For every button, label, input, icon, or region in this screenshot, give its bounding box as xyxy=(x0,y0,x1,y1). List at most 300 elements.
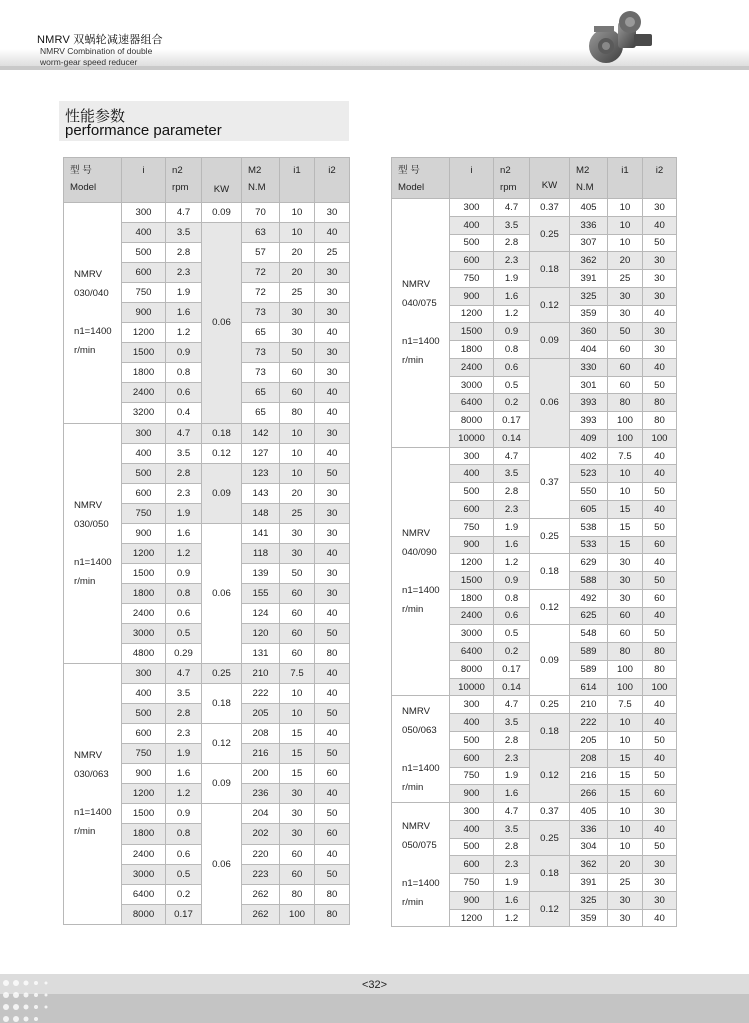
model-text: NMRV xyxy=(402,821,431,833)
n2-cell: 1.6 xyxy=(166,523,202,543)
m2-cell: 588 xyxy=(570,572,608,590)
i1-cell: 100 xyxy=(608,412,643,430)
table-row xyxy=(392,447,677,465)
m2-cell: 393 xyxy=(570,394,608,412)
m2-cell: 307 xyxy=(570,234,608,252)
m2-cell: 141 xyxy=(242,523,280,543)
i2-cell: 40 xyxy=(315,223,350,243)
ratio-cell: 300 xyxy=(450,803,494,821)
i1-cell: 20 xyxy=(280,483,315,503)
model-text: n1=1400 xyxy=(402,878,440,890)
ratio-cell: 500 xyxy=(122,463,166,483)
performance-table-left xyxy=(63,157,350,925)
i2-cell: 40 xyxy=(643,909,677,927)
model-text: r/min xyxy=(402,897,424,909)
m2-cell: 262 xyxy=(242,904,280,924)
model-text: n1=1400 xyxy=(74,807,112,819)
m2-cell: 589 xyxy=(570,643,608,661)
i2-cell: 30 xyxy=(643,874,677,892)
i2-cell: 40 xyxy=(643,358,677,376)
m2-cell: 336 xyxy=(570,216,608,234)
i1-cell: 60 xyxy=(280,583,315,603)
model-text: NMRV xyxy=(74,269,103,281)
i2-cell: 50 xyxy=(315,744,350,764)
ratio-cell: 3200 xyxy=(122,403,166,423)
m2-cell: 200 xyxy=(242,764,280,784)
n2-cell: 0.9 xyxy=(494,572,530,590)
i1-cell: 15 xyxy=(608,785,643,803)
i1-cell: 15 xyxy=(608,518,643,536)
m2-cell: 533 xyxy=(570,536,608,554)
i1-cell: 10 xyxy=(280,203,315,223)
table-row xyxy=(392,803,677,821)
i1-cell: 20 xyxy=(608,252,643,270)
n2-cell: 1.9 xyxy=(494,767,530,785)
n2-cell: 2.8 xyxy=(494,838,530,856)
model-text xyxy=(402,855,449,874)
i2-cell: 40 xyxy=(643,305,677,323)
n2-cell: 1.2 xyxy=(166,323,202,343)
m2-cell: 492 xyxy=(570,589,608,607)
i2-cell: 30 xyxy=(315,563,350,583)
n2-cell: 0.17 xyxy=(494,412,530,430)
m2-cell: 63 xyxy=(242,223,280,243)
n2-cell: 0.2 xyxy=(494,394,530,412)
m2-cell: 325 xyxy=(570,891,608,909)
i1-cell: 7.5 xyxy=(608,696,643,714)
n2-cell: 4.7 xyxy=(494,447,530,465)
m2-cell: 73 xyxy=(242,343,280,363)
i1-cell: 100 xyxy=(608,678,643,696)
model-text xyxy=(74,784,121,803)
i1-cell: 30 xyxy=(608,287,643,305)
ratio-cell: 900 xyxy=(122,764,166,784)
i2-cell: 60 xyxy=(643,785,677,803)
model-text xyxy=(74,534,121,553)
ratio-cell: 400 xyxy=(450,465,494,483)
m2-cell: 402 xyxy=(570,447,608,465)
i2-cell: 30 xyxy=(643,270,677,288)
i1-cell: 15 xyxy=(608,749,643,767)
ratio-cell: 8000 xyxy=(450,412,494,430)
i1-cell: 100 xyxy=(608,429,643,447)
header-m2: M2 N.M xyxy=(570,158,608,199)
model-text: r/min xyxy=(74,826,96,838)
i1-cell: 30 xyxy=(608,554,643,572)
kw-cell: 0.12 xyxy=(202,443,242,463)
model-text: 030/063 xyxy=(74,769,109,781)
i1-cell: 30 xyxy=(608,909,643,927)
m2-cell: 73 xyxy=(242,303,280,323)
kw-cell: 0.06 xyxy=(530,358,570,447)
model-text: n1=1400 xyxy=(402,762,440,774)
ratio-cell: 1200 xyxy=(450,305,494,323)
i2-cell: 40 xyxy=(643,714,677,732)
ratio-cell: 1800 xyxy=(122,583,166,603)
kw-cell: 0.18 xyxy=(530,714,570,750)
ratio-cell: 10000 xyxy=(450,678,494,696)
i1-cell: 10 xyxy=(280,463,315,483)
kw-cell: 0.18 xyxy=(530,856,570,892)
i1-cell: 10 xyxy=(608,234,643,252)
i2-cell: 40 xyxy=(315,603,350,623)
i2-cell: 50 xyxy=(643,234,677,252)
m2-cell: 550 xyxy=(570,483,608,501)
i1-cell: 10 xyxy=(608,820,643,838)
ratio-cell: 500 xyxy=(450,731,494,749)
m2-cell: 65 xyxy=(242,403,280,423)
i2-cell: 80 xyxy=(315,644,350,664)
i1-cell: 10 xyxy=(608,731,643,749)
m2-cell: 362 xyxy=(570,856,608,874)
model-text xyxy=(402,740,449,759)
kw-cell: 0.25 xyxy=(530,820,570,856)
ratio-cell: 900 xyxy=(450,891,494,909)
ratio-cell: 600 xyxy=(450,252,494,270)
n2-cell: 0.17 xyxy=(166,904,202,924)
ratio-cell: 10000 xyxy=(450,429,494,447)
ratio-cell: 2400 xyxy=(122,383,166,403)
i1-cell: 60 xyxy=(280,623,315,643)
i2-cell: 50 xyxy=(643,572,677,590)
i2-cell: 40 xyxy=(315,443,350,463)
n2-cell: 0.9 xyxy=(494,323,530,341)
ratio-cell: 6400 xyxy=(450,394,494,412)
i2-cell: 30 xyxy=(315,283,350,303)
ratio-cell: 2400 xyxy=(122,603,166,623)
m2-cell: 614 xyxy=(570,678,608,696)
ratio-cell: 300 xyxy=(122,203,166,223)
model-text xyxy=(74,303,121,322)
model-text: n1=1400 xyxy=(402,336,440,348)
m2-cell: 404 xyxy=(570,341,608,359)
ratio-cell: 900 xyxy=(450,287,494,305)
m2-cell: 589 xyxy=(570,660,608,678)
model-cell xyxy=(64,203,122,424)
n2-cell: 0.9 xyxy=(166,563,202,583)
model-text: 050/075 xyxy=(402,840,437,852)
m2-cell: 216 xyxy=(570,767,608,785)
model-text: NMRV xyxy=(74,499,103,511)
header-model: 型 号 Model xyxy=(392,158,450,199)
i1-cell: 10 xyxy=(608,216,643,234)
model-text: 030/050 xyxy=(74,518,109,530)
ratio-cell: 500 xyxy=(450,838,494,856)
n2-cell: 2.3 xyxy=(494,749,530,767)
n2-cell: 0.9 xyxy=(166,343,202,363)
i2-cell: 30 xyxy=(643,323,677,341)
kw-cell: 0.06 xyxy=(202,223,242,423)
n2-cell: 1.9 xyxy=(494,874,530,892)
header-kw: KW xyxy=(202,158,242,203)
i2-cell: 30 xyxy=(643,252,677,270)
i1-cell: 30 xyxy=(280,303,315,323)
ratio-cell: 600 xyxy=(450,856,494,874)
model-text: NMRV xyxy=(402,705,431,717)
model-text xyxy=(402,562,449,581)
i1-cell: 25 xyxy=(608,874,643,892)
model-text: r/min xyxy=(74,575,96,587)
n2-cell: 0.4 xyxy=(166,403,202,423)
ratio-cell: 300 xyxy=(450,696,494,714)
n2-cell: 4.7 xyxy=(166,203,202,223)
page-number: <32> xyxy=(361,979,388,991)
table-row xyxy=(392,199,677,217)
i1-cell: 60 xyxy=(608,625,643,643)
m2-cell: 223 xyxy=(242,864,280,884)
model-cell xyxy=(392,696,450,803)
n2-cell: 1.6 xyxy=(494,536,530,554)
n2-cell: 2.3 xyxy=(494,501,530,519)
m2-cell: 391 xyxy=(570,874,608,892)
m2-cell: 625 xyxy=(570,607,608,625)
kw-cell: 0.12 xyxy=(530,287,570,323)
kw-cell: 0.12 xyxy=(530,749,570,802)
n2-cell: 0.2 xyxy=(166,884,202,904)
ratio-cell: 300 xyxy=(122,664,166,684)
n2-cell: 2.3 xyxy=(494,856,530,874)
i2-cell: 30 xyxy=(643,891,677,909)
n2-cell: 1.2 xyxy=(494,305,530,323)
n2-cell: 1.6 xyxy=(494,785,530,803)
footer-band-lower xyxy=(0,994,749,1023)
ratio-cell: 750 xyxy=(122,283,166,303)
i2-cell: 60 xyxy=(315,764,350,784)
i2-cell: 50 xyxy=(643,483,677,501)
m2-cell: 205 xyxy=(570,731,608,749)
n2-cell: 1.2 xyxy=(166,543,202,563)
m2-cell: 202 xyxy=(242,824,280,844)
i1-cell: 20 xyxy=(280,243,315,263)
m2-cell: 127 xyxy=(242,443,280,463)
ratio-cell: 1500 xyxy=(122,343,166,363)
model-cell xyxy=(392,199,450,448)
i2-cell: 50 xyxy=(643,376,677,394)
ratio-cell: 6400 xyxy=(450,643,494,661)
i1-cell: 30 xyxy=(280,323,315,343)
ratio-cell: 600 xyxy=(122,724,166,744)
n2-cell: 1.6 xyxy=(166,764,202,784)
i1-cell: 30 xyxy=(280,824,315,844)
m2-cell: 208 xyxy=(242,724,280,744)
i1-cell: 25 xyxy=(608,270,643,288)
kw-cell: 0.18 xyxy=(202,684,242,724)
ratio-cell: 1500 xyxy=(450,323,494,341)
ratio-cell: 1200 xyxy=(122,323,166,343)
kw-cell: 0.18 xyxy=(530,554,570,590)
m2-cell: 220 xyxy=(242,844,280,864)
i1-cell: 60 xyxy=(608,607,643,625)
i2-cell: 50 xyxy=(315,704,350,724)
i1-cell: 60 xyxy=(280,864,315,884)
m2-cell: 216 xyxy=(242,744,280,764)
model-text: r/min xyxy=(402,355,424,367)
ratio-cell: 900 xyxy=(122,303,166,323)
n2-cell: 1.6 xyxy=(494,287,530,305)
ratio-cell: 900 xyxy=(122,523,166,543)
kw-cell: 0.25 xyxy=(530,216,570,252)
table-row xyxy=(392,696,677,714)
performance-table-right xyxy=(391,157,677,927)
model-cell xyxy=(392,803,450,927)
m2-cell: 155 xyxy=(242,583,280,603)
i2-cell: 40 xyxy=(643,554,677,572)
ratio-cell: 1800 xyxy=(450,341,494,359)
kw-cell: 0.37 xyxy=(530,199,570,217)
model-cell xyxy=(64,423,122,664)
model-text: 040/075 xyxy=(402,298,437,310)
i2-cell: 40 xyxy=(643,216,677,234)
kw-cell: 0.18 xyxy=(202,423,242,443)
m2-cell: 222 xyxy=(242,684,280,704)
ratio-cell: 300 xyxy=(450,199,494,217)
i2-cell: 40 xyxy=(315,543,350,563)
n2-cell: 0.6 xyxy=(494,358,530,376)
i2-cell: 40 xyxy=(315,844,350,864)
i1-cell: 80 xyxy=(280,403,315,423)
n2-cell: 2.8 xyxy=(166,704,202,724)
i1-cell: 7.5 xyxy=(280,664,315,684)
i2-cell: 40 xyxy=(643,501,677,519)
n2-cell: 1.2 xyxy=(494,554,530,572)
header-m2: M2 N.M xyxy=(242,158,280,203)
i2-cell: 40 xyxy=(315,323,350,343)
ratio-cell: 600 xyxy=(450,749,494,767)
n2-cell: 4.7 xyxy=(166,664,202,684)
table-row xyxy=(64,664,350,684)
n2-cell: 0.6 xyxy=(166,603,202,623)
m2-cell: 205 xyxy=(242,704,280,724)
section-title-en: performance parameter xyxy=(65,122,222,139)
reducer-product-image xyxy=(580,4,660,68)
n2-cell: 1.2 xyxy=(166,784,202,804)
ratio-cell: 750 xyxy=(450,518,494,536)
model-text: NMRV xyxy=(402,279,431,291)
n2-cell: 0.5 xyxy=(166,623,202,643)
n2-cell: 2.3 xyxy=(166,724,202,744)
ratio-cell: 1200 xyxy=(122,543,166,563)
i1-cell: 10 xyxy=(280,223,315,243)
m2-cell: 143 xyxy=(242,483,280,503)
n2-cell: 0.8 xyxy=(166,583,202,603)
ratio-cell: 750 xyxy=(122,744,166,764)
n2-cell: 3.5 xyxy=(494,820,530,838)
kw-cell: 0.09 xyxy=(202,203,242,223)
i2-cell: 100 xyxy=(643,678,677,696)
m2-cell: 523 xyxy=(570,465,608,483)
m2-cell: 65 xyxy=(242,323,280,343)
n2-cell: 2.8 xyxy=(166,463,202,483)
m2-cell: 409 xyxy=(570,429,608,447)
ratio-cell: 400 xyxy=(122,223,166,243)
i1-cell: 30 xyxy=(280,804,315,824)
n2-cell: 3.5 xyxy=(166,223,202,243)
i2-cell: 40 xyxy=(315,664,350,684)
ratio-cell: 3000 xyxy=(122,623,166,643)
n2-cell: 2.3 xyxy=(166,483,202,503)
header-n2: n2 rpm xyxy=(494,158,530,199)
model-text: r/min xyxy=(74,345,96,357)
header-title: NMRV 双蜗轮减速器组合 xyxy=(37,34,163,46)
model-cell xyxy=(392,447,450,696)
ratio-cell: 1800 xyxy=(122,363,166,383)
ratio-cell: 1800 xyxy=(122,824,166,844)
n2-cell: 0.8 xyxy=(494,341,530,359)
i1-cell: 60 xyxy=(608,376,643,394)
i2-cell: 50 xyxy=(643,767,677,785)
table-row xyxy=(64,203,350,223)
i2-cell: 30 xyxy=(643,341,677,359)
kw-cell: 0.25 xyxy=(202,664,242,684)
m2-cell: 142 xyxy=(242,423,280,443)
ratio-cell: 750 xyxy=(450,767,494,785)
kw-cell: 0.18 xyxy=(530,252,570,288)
i2-cell: 30 xyxy=(643,199,677,217)
n2-cell: 0.8 xyxy=(166,363,202,383)
model-text: r/min xyxy=(402,604,424,616)
i2-cell: 80 xyxy=(643,643,677,661)
ratio-cell: 400 xyxy=(122,443,166,463)
i2-cell: 100 xyxy=(643,429,677,447)
i2-cell: 30 xyxy=(315,583,350,603)
kw-cell: 0.25 xyxy=(530,696,570,714)
i1-cell: 30 xyxy=(608,572,643,590)
header-i1: i1 xyxy=(608,158,643,199)
n2-cell: 3.5 xyxy=(494,714,530,732)
ratio-cell: 1200 xyxy=(450,909,494,927)
n2-cell: 0.14 xyxy=(494,429,530,447)
page-header xyxy=(0,0,749,70)
i1-cell: 20 xyxy=(608,856,643,874)
i1-cell: 60 xyxy=(608,358,643,376)
i1-cell: 15 xyxy=(280,764,315,784)
i1-cell: 10 xyxy=(608,199,643,217)
i1-cell: 100 xyxy=(280,904,315,924)
i2-cell: 50 xyxy=(643,625,677,643)
m2-cell: 266 xyxy=(570,785,608,803)
i1-cell: 80 xyxy=(608,394,643,412)
header-model: 型 号 Model xyxy=(64,158,122,203)
i2-cell: 40 xyxy=(315,684,350,704)
i2-cell: 40 xyxy=(643,607,677,625)
m2-cell: 118 xyxy=(242,543,280,563)
n2-cell: 0.2 xyxy=(494,643,530,661)
n2-cell: 0.5 xyxy=(166,864,202,884)
m2-cell: 208 xyxy=(570,749,608,767)
i2-cell: 30 xyxy=(315,363,350,383)
ratio-cell: 500 xyxy=(450,234,494,252)
n2-cell: 0.14 xyxy=(494,678,530,696)
i1-cell: 30 xyxy=(608,305,643,323)
n2-cell: 0.8 xyxy=(166,824,202,844)
section-title-box xyxy=(59,101,349,141)
ratio-cell: 1200 xyxy=(450,554,494,572)
ratio-cell: 500 xyxy=(122,704,166,724)
i2-cell: 30 xyxy=(315,483,350,503)
n2-cell: 4.7 xyxy=(494,803,530,821)
n2-cell: 4.7 xyxy=(494,199,530,217)
m2-cell: 362 xyxy=(570,252,608,270)
i2-cell: 50 xyxy=(315,463,350,483)
kw-cell: 0.06 xyxy=(202,523,242,663)
model-text: n1=1400 xyxy=(402,585,440,597)
m2-cell: 262 xyxy=(242,884,280,904)
header-kw: KW xyxy=(530,158,570,199)
i2-cell: 40 xyxy=(315,784,350,804)
model-text: r/min xyxy=(402,781,424,793)
m2-cell: 325 xyxy=(570,287,608,305)
m2-cell: 629 xyxy=(570,554,608,572)
